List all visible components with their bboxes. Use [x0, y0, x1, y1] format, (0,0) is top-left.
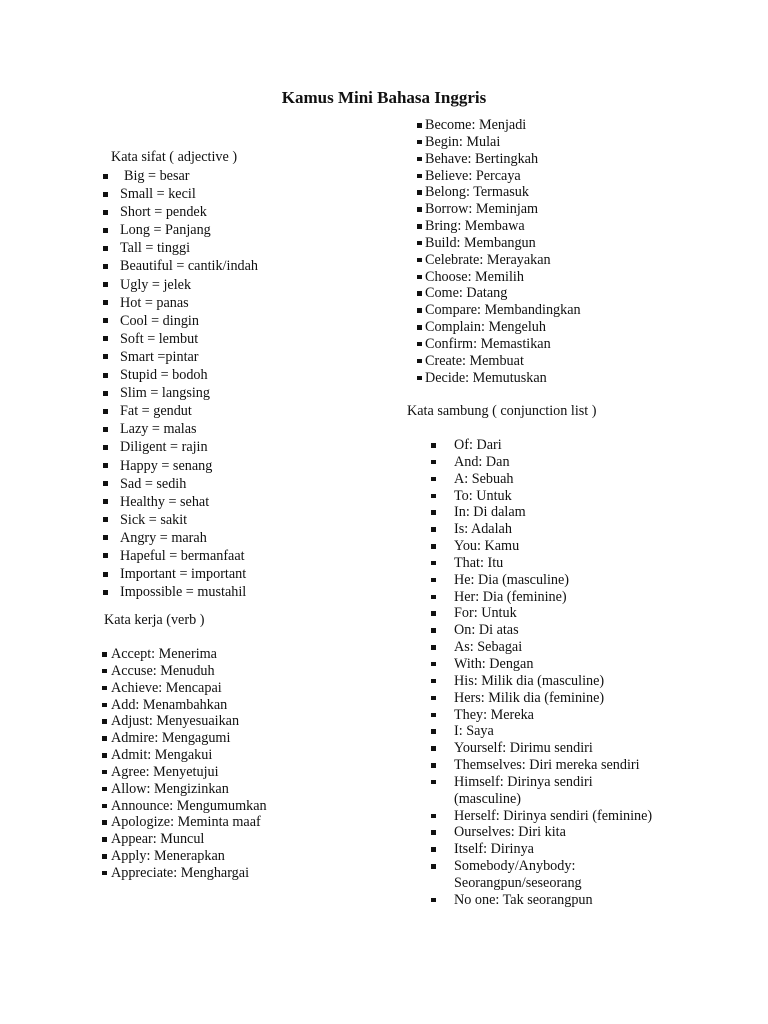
square-bullet-icon: [431, 628, 436, 633]
adjective-item-text: Big = besar: [124, 168, 190, 184]
conjunction-item-text: Her: Dia (feminine): [454, 588, 567, 605]
verb-item-text: Achieve: Mencapai: [111, 679, 222, 696]
square-bullet-icon: [417, 291, 422, 296]
square-bullet-icon: [103, 391, 108, 396]
square-bullet-icon: [417, 174, 422, 179]
square-bullet-icon: [103, 300, 108, 305]
adjective-item-text: Fat = gendut: [120, 403, 192, 420]
square-bullet-icon: [417, 376, 422, 381]
square-bullet-icon: [417, 207, 422, 212]
adjective-item-text: Ugly = jelek: [120, 276, 192, 293]
adjective-item-text: Diligent = rajin: [120, 439, 208, 456]
square-bullet-icon: [103, 463, 108, 468]
verb-item-text: Admit: Mengakui: [111, 747, 213, 764]
verb-item-text: Celebrate: Merayakan: [425, 251, 551, 268]
square-bullet-icon: [431, 595, 436, 600]
conjunction-item-text: In: Di dalam: [454, 504, 526, 521]
adjective-item-text: Sad = sedih: [120, 475, 187, 492]
adjective-item-text: Hot = panas: [120, 294, 189, 311]
square-bullet-icon: [417, 342, 422, 347]
adjective-item-text: Beautiful = cantik/indah: [120, 258, 259, 275]
verb-item-text: Build: Membangun: [425, 234, 536, 251]
square-bullet-icon: [431, 847, 436, 852]
square-bullet-icon: [417, 224, 422, 229]
square-bullet-icon: [102, 770, 107, 775]
conjunction-item-text: I: Saya: [454, 723, 494, 740]
verb-item-text: Belong: Termasuk: [425, 184, 529, 201]
verb-item-text: Become: Menjadi: [425, 117, 527, 133]
adjective-item-text: Hapeful = bermanfaat: [120, 547, 245, 564]
square-bullet-icon: [103, 481, 108, 486]
verb-item-text: Appreciate: Menghargai: [111, 864, 250, 881]
square-bullet-icon: [431, 898, 436, 903]
square-bullet-icon: [431, 527, 436, 532]
adjective-item-text: Important = important: [120, 566, 247, 583]
square-bullet-icon: [102, 703, 107, 708]
square-bullet-icon: [103, 553, 108, 558]
square-bullet-icon: [417, 325, 422, 330]
adjective-item-text: Small = kecil: [120, 186, 196, 203]
conjunction-item-text: Herself: Dirinya sendiri (feminine): [454, 807, 653, 824]
adjective-item-text: Happy = senang: [120, 457, 213, 474]
square-bullet-icon: [103, 517, 108, 522]
conjunction-item-text: Is: Adalah: [454, 521, 512, 538]
square-bullet-icon: [102, 837, 107, 842]
square-bullet-icon: [431, 746, 436, 751]
square-bullet-icon: [102, 652, 107, 657]
square-bullet-icon: [417, 140, 422, 145]
square-bullet-icon: [103, 409, 108, 414]
conjunction-item-text: He: Dia (masculine): [454, 571, 570, 588]
conjunction-item-text: No one: Tak seorangpun: [454, 891, 593, 908]
square-bullet-icon: [103, 228, 108, 233]
conjunction-item-continuation-text: Seorangpun/seseorang: [454, 874, 582, 891]
conjunction-item-text: Ourselves: Diri kita: [454, 824, 566, 841]
conjunction-item-text: They: Mereka: [454, 706, 534, 723]
adjective-item-text: Long = Panjang: [120, 222, 211, 239]
verb-item-text: Allow: Mengizinkan: [111, 780, 229, 797]
square-bullet-icon: [102, 686, 107, 691]
square-bullet-icon: [431, 713, 436, 718]
verb-item-text: Bring: Membawa: [425, 218, 525, 235]
square-bullet-icon: [431, 696, 436, 701]
square-bullet-icon: [102, 820, 107, 825]
verb-item-text: Decide: Memutuskan: [425, 369, 547, 386]
adjective-item-text: Tall = tinggi: [120, 240, 191, 257]
verb-item-text: Admire: Mengagumi: [111, 730, 231, 747]
square-bullet-icon: [417, 275, 422, 280]
adjective-item-text: Short = pendek: [120, 204, 207, 221]
square-bullet-icon: [431, 460, 436, 465]
square-bullet-icon: [103, 535, 108, 540]
conjunction-item-text: With: Dengan: [454, 655, 534, 672]
square-bullet-icon: [102, 787, 107, 792]
adjective-item-text: Healthy = sehat: [120, 493, 210, 510]
verb-item-text: Choose: Memilih: [425, 268, 524, 285]
verb-item-text: Announce: Mengumumkan: [111, 797, 267, 814]
conjunction-heading: Kata sambung ( conjunction list ): [407, 403, 597, 419]
adjective-heading: Kata sifat ( adjective ): [111, 149, 238, 165]
verb-item-text: Complain: Mengeluh: [425, 319, 546, 336]
square-bullet-icon: [103, 373, 108, 378]
square-bullet-icon: [431, 494, 436, 499]
adjective-item-text: Soft = lembut: [120, 330, 199, 347]
square-bullet-icon: [431, 679, 436, 684]
square-bullet-icon: [417, 308, 422, 313]
verb-item-text: Apply: Menerapkan: [111, 848, 225, 865]
verb-item-text: Compare: Membandingkan: [425, 302, 581, 319]
square-bullet-icon: [431, 611, 436, 616]
square-bullet-icon: [102, 753, 107, 758]
verb-item-text: Confirm: Memastikan: [425, 335, 551, 352]
adjective-item-text: Slim = langsing: [120, 385, 210, 402]
verb-item-text: Create: Membuat: [425, 352, 524, 369]
square-bullet-icon: [431, 864, 436, 869]
square-bullet-icon: [431, 662, 436, 667]
conjunction-item-text: On: Di atas: [454, 622, 519, 639]
conjunction-item-continuation-text: (masculine): [454, 790, 521, 807]
square-bullet-icon: [103, 499, 108, 504]
square-bullet-icon: [431, 780, 436, 785]
square-bullet-icon: [431, 830, 436, 835]
verb-item-text: Apologize: Meminta maaf: [111, 814, 261, 831]
square-bullet-icon: [103, 210, 108, 215]
verb-item-text: Adjust: Menyesuaikan: [111, 713, 240, 730]
verb-item-text: Believe: Percaya: [425, 167, 521, 184]
adjective-item-text: Lazy = malas: [120, 421, 197, 438]
verb-item-text: Accuse: Menuduh: [111, 662, 215, 679]
square-bullet-icon: [417, 123, 422, 128]
square-bullet-icon: [102, 736, 107, 741]
adjective-item-text: Cool = dingin: [120, 312, 199, 329]
square-bullet-icon: [103, 572, 108, 577]
square-bullet-icon: [103, 174, 108, 179]
conjunction-item-text: Himself: Dirinya sendiri: [454, 773, 593, 790]
square-bullet-icon: [103, 318, 108, 323]
adjective-item-text: Sick = sakit: [120, 511, 188, 528]
square-bullet-icon: [102, 804, 107, 809]
square-bullet-icon: [431, 561, 436, 566]
conjunction-item-text: To: Untuk: [454, 487, 512, 504]
conjunction-item-text: For: Untuk: [454, 605, 517, 622]
conjunction-item-text: Themselves: Diri mereka sendiri: [454, 757, 640, 774]
square-bullet-icon: [431, 477, 436, 482]
square-bullet-icon: [102, 719, 107, 724]
square-bullet-icon: [103, 445, 108, 450]
conjunction-item-text: As: Sebagai: [454, 639, 523, 656]
verb-item-text: Accept: Menerima: [111, 646, 217, 662]
verb-item-text: Add: Menambahkan: [111, 696, 228, 713]
verb-heading: Kata kerja (verb ): [104, 612, 205, 628]
conjunction-item-text: Yourself: Dirimu sendiri: [454, 740, 593, 757]
square-bullet-icon: [431, 544, 436, 549]
adjective-item-text: Angry = marah: [120, 529, 207, 546]
conjunction-item-text: You: Kamu: [454, 538, 520, 555]
square-bullet-icon: [417, 157, 422, 162]
verb-item-text: Come: Datang: [425, 285, 508, 302]
conjunction-item-text: Of: Dari: [454, 437, 502, 453]
verb-item-text: Agree: Menyetujui: [111, 763, 219, 780]
verb-item-text: Begin: Mulai: [425, 133, 501, 150]
square-bullet-icon: [417, 258, 422, 263]
square-bullet-icon: [431, 645, 436, 650]
adjective-item-text: Stupid = bodoh: [120, 367, 208, 384]
adjective-item-text: Smart =pintar: [120, 348, 199, 365]
conjunction-item-text: Itself: Dirinya: [454, 841, 534, 858]
verb-item-text: Appear: Muncul: [111, 831, 205, 848]
square-bullet-icon: [103, 282, 108, 287]
adjective-item-text: Impossible = mustahil: [120, 584, 247, 601]
square-bullet-icon: [103, 264, 108, 269]
square-bullet-icon: [102, 669, 107, 674]
conjunction-item-text: Somebody/Anybody:: [454, 858, 576, 875]
square-bullet-icon: [431, 578, 436, 583]
conjunction-item-text: And: Dan: [454, 453, 510, 470]
square-bullet-icon: [431, 814, 436, 819]
square-bullet-icon: [103, 427, 108, 432]
square-bullet-icon: [102, 871, 107, 876]
verb-item-text: Behave: Bertingkah: [425, 150, 539, 167]
square-bullet-icon: [103, 336, 108, 341]
square-bullet-icon: [417, 190, 422, 195]
conjunction-item-text: A: Sebuah: [454, 470, 514, 487]
square-bullet-icon: [103, 192, 108, 197]
verb-item-text: Borrow: Meminjam: [425, 201, 539, 218]
conjunction-item-text: Hers: Milik dia (feminine): [454, 689, 605, 706]
square-bullet-icon: [431, 510, 436, 515]
square-bullet-icon: [431, 443, 436, 448]
conjunction-item-text: His: Milik dia (masculine): [454, 672, 605, 689]
square-bullet-icon: [102, 854, 107, 859]
square-bullet-icon: [103, 246, 108, 251]
square-bullet-icon: [431, 763, 436, 768]
square-bullet-icon: [431, 729, 436, 734]
conjunction-item-text: That: Itu: [454, 554, 504, 571]
document-title: Kamus Mini Bahasa Inggris: [281, 88, 487, 107]
square-bullet-icon: [103, 590, 108, 595]
square-bullet-icon: [103, 354, 108, 359]
square-bullet-icon: [417, 359, 422, 364]
square-bullet-icon: [417, 241, 422, 246]
